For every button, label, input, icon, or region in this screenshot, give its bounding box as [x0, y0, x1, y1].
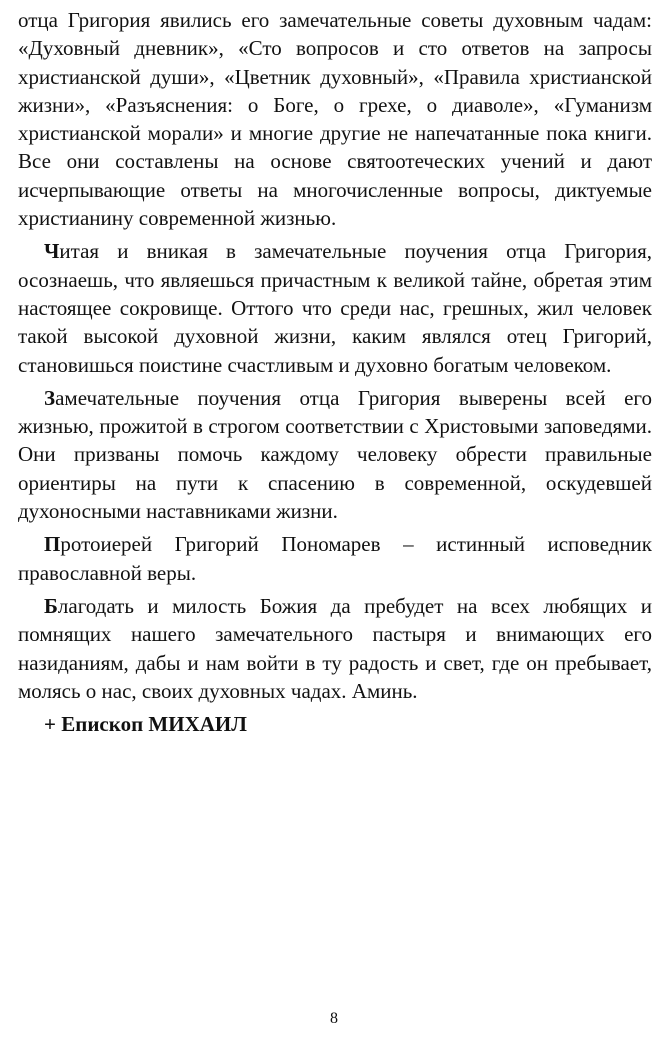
paragraph-2 — [18, 237, 652, 378]
paragraph-4 — [18, 530, 652, 587]
paragraph-3 — [18, 384, 652, 525]
page-number: 8 — [330, 1010, 338, 1027]
paragraph-4-initial: П — [44, 532, 61, 557]
page-body — [18, 6, 652, 738]
paragraph-5 — [18, 592, 652, 705]
paragraph-4-text: ротоиерей Григорий Пономарев – истинный исповедник православной веры. — [18, 532, 652, 585]
paragraph-2-text: итая и вникая в замечательные поучения отца Григория, осознаешь, что являешься причастным к великой тайне, обретая этим настоящее сокровище. Оттого что среди нас, грешных, жил человек такой высокой духовной жизни, каким являлся отец Григорий, становишься поистине счастливым и духовно богатым человеком. — [18, 239, 652, 377]
paragraph-3-text: амечательные поучения отца Григория выверены всей его жизнью, прожитой в строгом соответствии с Христовыми заповедями. Они призваны помочь каждому человеку обрести правильные ориентиры на пути к спасению в современной, оскудевшей духоносными наставниками жизни. — [18, 385, 652, 524]
paragraph-5-text: лагодать и милость Божия да пребудет на всех любящих и помнящих нашего замечательного пастыря и внимающих его назиданиям, дабы и нам войти в ту радость и свет, где он пребывает, молясь о нас, своих духовных чадах. Аминь. — [18, 593, 652, 703]
paragraph-3-initial: З — [44, 385, 56, 410]
paragraph-1-text: отца Григория явились его замечательные советы духовным чадам: «Духовный дневник», «Сто вопросов и сто ответов на запросы христианской души», «Цветник духовный», «Правила христианской жизни», «Разъяснения: о Боге, о грехе, о диаволе», «Гуманизм христианской морали» и многие другие не напечатанные пока книги. Все они составлены на основе святоотеческих учений и дают исчерпывающие ответы на многочисленные вопросы, диктуемые христианину современной жизнью. — [18, 8, 652, 231]
paragraph-2-initial: Ч — [44, 239, 60, 264]
signature: + Епископ МИХАИЛ — [44, 712, 247, 737]
paragraph-1 — [18, 6, 652, 232]
paragraph-5-initial: Б — [44, 593, 58, 618]
